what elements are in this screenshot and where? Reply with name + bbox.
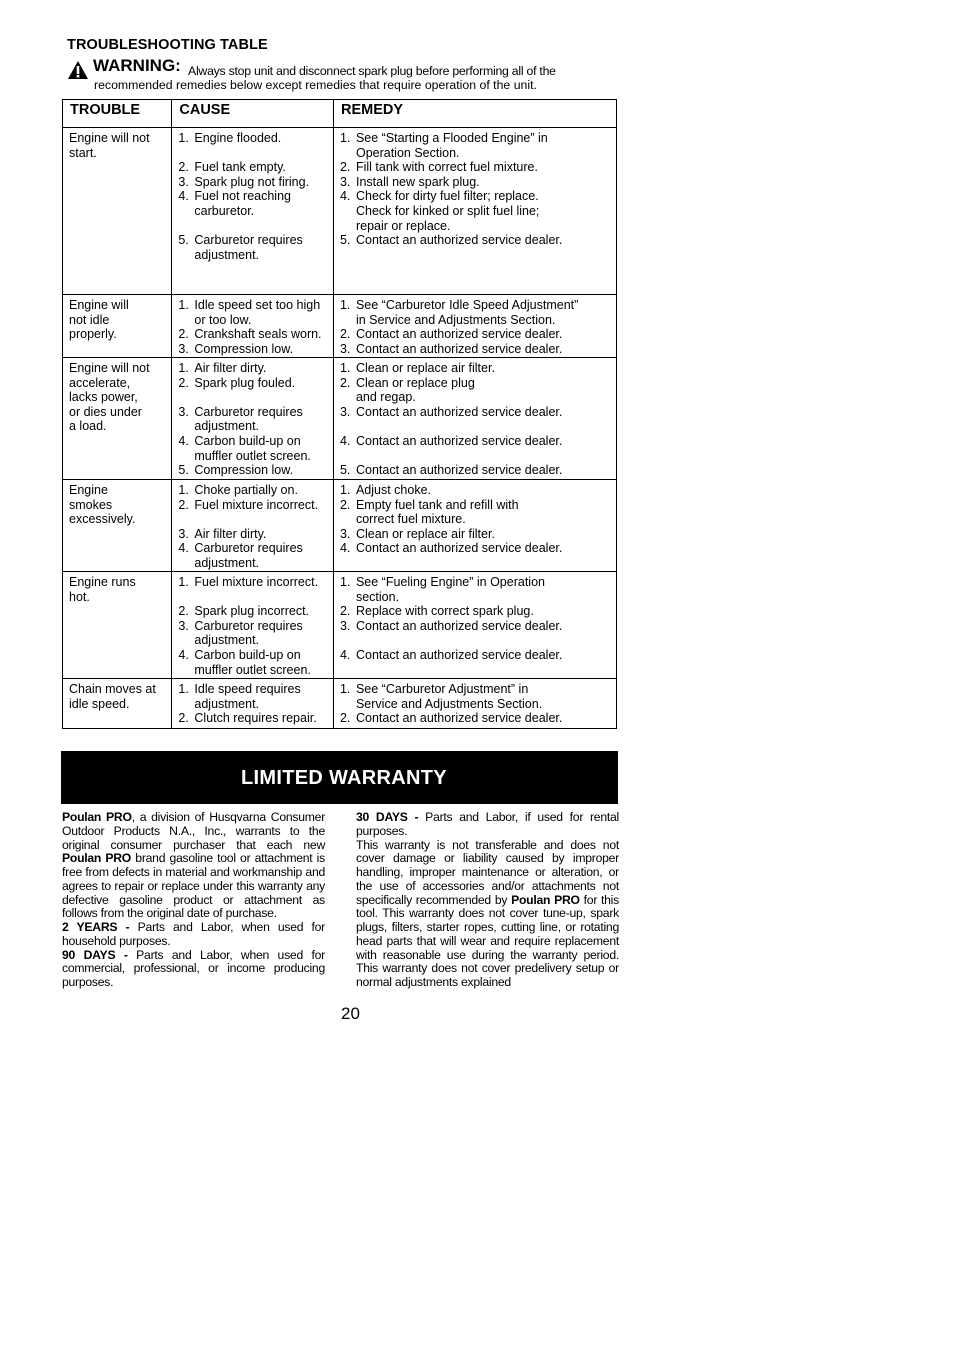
- remedy-item: [340, 175, 612, 190]
- remedy-cell: [333, 572, 616, 679]
- warning-label: WARNING:: [93, 56, 181, 75]
- cause-item: [178, 327, 329, 342]
- cause-item-text: [194, 131, 329, 146]
- warranty-bold-text: 90 DAYS -: [62, 947, 128, 962]
- cause-item-line: Carburetor requires: [194, 233, 303, 248]
- list-spacer: [178, 390, 329, 405]
- cause-item-text: [194, 604, 329, 619]
- remedy-item-line: repair or replace.: [355, 218, 451, 233]
- troubleshooting-table: [62, 99, 617, 729]
- cause-item-line: Carburetor requires: [194, 404, 303, 419]
- cause-item-text: [194, 361, 329, 376]
- trouble-cell: [63, 358, 172, 480]
- remedy-item-text: [356, 483, 612, 498]
- cause-item-number: 1.: [178, 361, 189, 375]
- remedy-item-text: [356, 298, 612, 327]
- warranty-banner: [61, 751, 618, 804]
- cause-item-line: adjustment.: [194, 419, 260, 434]
- warranty-paragraph: [356, 839, 619, 990]
- remedy-item-number: 5.: [339, 233, 351, 248]
- trouble-line: Engine runs: [69, 575, 136, 589]
- cause-item-text: [194, 327, 329, 342]
- warning-triangle-icon: [67, 60, 89, 80]
- trouble-line: Chain moves at: [69, 682, 156, 696]
- cause-item-line: Carburetor requires: [194, 541, 303, 556]
- cause-item-number: 1.: [178, 575, 189, 589]
- cause-item: [178, 604, 329, 619]
- remedy-item-number: 3.: [339, 526, 351, 541]
- warranty-column-right: [356, 811, 619, 990]
- cause-item: [178, 160, 329, 175]
- cause-item-text: [194, 189, 329, 218]
- remedy-item-text: [356, 527, 612, 542]
- remedy-item-number: 1.: [339, 483, 351, 497]
- table-row: [63, 679, 617, 729]
- cause-item-number: 1.: [178, 298, 189, 312]
- remedy-item-number: 1.: [339, 575, 351, 589]
- warranty-text: Parts and Labor, when used for commercial, professional, or income producing purposes.: [62, 947, 325, 989]
- remedy-item: [340, 648, 612, 663]
- warranty-paragraph: [62, 921, 325, 949]
- cause-item-line: Compression low.: [194, 341, 294, 356]
- cause-item: [178, 483, 329, 498]
- trouble-cell: [63, 128, 172, 295]
- remedy-item-text: [356, 434, 612, 449]
- remedy-item-text: [356, 361, 612, 376]
- cause-item: [178, 342, 329, 357]
- cause-item-line: Carbon build-up on: [194, 433, 301, 448]
- remedy-item-line: See “Fueling Engine” in Operation: [355, 575, 545, 589]
- list-spacer: [178, 512, 329, 527]
- remedy-item-text: [356, 160, 612, 175]
- cause-item: [178, 619, 329, 648]
- trouble-line: accelerate,: [69, 375, 131, 390]
- cause-item-number: 2.: [178, 327, 189, 342]
- cause-item-number: 1.: [178, 131, 189, 145]
- trouble-line: smokes: [69, 497, 113, 512]
- trouble-line: Engine will not: [69, 361, 150, 375]
- cause-item-number: 5.: [178, 463, 189, 478]
- remedy-item-line: Install new spark plug.: [355, 174, 480, 189]
- remedy-item-line: Service and Adjustments Section.: [355, 696, 543, 711]
- cause-item-line: Engine flooded.: [194, 131, 282, 145]
- cause-item-line: adjustment.: [194, 696, 260, 711]
- remedy-item-line: Contact an authorized service dealer.: [355, 341, 563, 356]
- warning-text-line2: recommended remedies below except remedies that require operation of the unit.: [94, 78, 537, 92]
- remedy-item-line: Contact an authorized service dealer.: [355, 233, 563, 248]
- cause-item: [178, 131, 329, 146]
- remedy-item: [340, 131, 612, 160]
- warranty-bold-text: Poulan PRO: [511, 892, 580, 907]
- remedy-item-number: 2.: [339, 604, 351, 619]
- cause-item-text: [194, 298, 329, 327]
- cause-item-text: [194, 682, 329, 711]
- cause-item-line: Choke partially on.: [194, 483, 298, 497]
- remedy-item-number: 2.: [339, 327, 351, 342]
- cause-cell: [172, 128, 334, 295]
- cause-item-line: Carbon build-up on: [194, 647, 301, 662]
- trouble-line: a load.: [69, 419, 107, 434]
- cause-item: [178, 711, 329, 726]
- table-row: [63, 572, 617, 679]
- cause-item-line: Idle speed set too high: [194, 298, 321, 312]
- remedy-item-text: [356, 619, 612, 634]
- trouble-line: not idle: [69, 312, 110, 327]
- remedy-item-line: Contact an authorized service dealer.: [355, 404, 563, 419]
- cause-item-text: [194, 434, 329, 463]
- remedy-cell: [333, 480, 616, 572]
- cause-item: [178, 405, 329, 434]
- remedy-item-number: 1.: [339, 298, 351, 312]
- cause-item-line: Crankshaft seals worn.: [194, 327, 322, 342]
- remedy-cell: [333, 358, 616, 480]
- remedy-item-line: Clean or replace air filter.: [355, 361, 495, 375]
- cause-item: [178, 682, 329, 711]
- remedy-cell: [333, 295, 616, 358]
- cause-item-line: Clutch requires repair.: [194, 711, 317, 726]
- cause-item-text: [194, 233, 329, 262]
- remedy-item: [340, 483, 612, 498]
- warranty-text: for this tool. This warranty does not cover tune-up, spark plugs, filters, starter ropes, cutting line, or rotating head parts that will wear and require replacement with reasonable use during the warranty period. This warranty does not cover predelivery setup or normal adjustments explained: [356, 892, 619, 989]
- cause-item-line: Air filter dirty.: [194, 526, 267, 541]
- remedy-item-text: [356, 575, 612, 604]
- remedy-item-number: 1.: [339, 361, 351, 375]
- warranty-text: , a division of Husqvarna Consumer Outdoor Products N.A., Inc., warrants to the original consumer purchaser that each new: [62, 810, 325, 852]
- cause-item: [178, 361, 329, 376]
- cause-item: [178, 233, 329, 262]
- header-trouble: TROUBLE: [63, 100, 172, 128]
- remedy-item-text: [356, 682, 612, 711]
- remedy-item-text: [356, 342, 612, 357]
- cause-item-line: adjustment.: [194, 555, 260, 570]
- cause-item-number: 2.: [178, 604, 189, 619]
- cause-cell: [172, 480, 334, 572]
- remedy-item-line: Empty fuel tank and refill with: [355, 497, 519, 512]
- cause-item-text: [194, 342, 329, 357]
- remedy-item-text: [356, 376, 612, 405]
- trouble-line: lacks power,: [69, 390, 138, 405]
- remedy-item-number: 4.: [339, 541, 351, 556]
- remedy-item-line: Clean or replace air filter.: [355, 526, 495, 541]
- remedy-item: [340, 434, 612, 449]
- remedy-item: [340, 682, 612, 711]
- cause-item-text: [194, 575, 329, 590]
- trouble-cell: [63, 679, 172, 729]
- warranty-bold-text: 30 DAYS -: [356, 810, 419, 824]
- remedy-item-number: 1.: [339, 682, 351, 696]
- trouble-line: Engine will: [69, 298, 129, 312]
- cause-item: [178, 434, 329, 463]
- cause-item-number: 3.: [178, 526, 189, 541]
- trouble-cell: [63, 295, 172, 358]
- list-spacer: [178, 590, 329, 605]
- remedy-item-text: [356, 648, 612, 663]
- remedy-item: [340, 233, 612, 248]
- cause-item-text: [194, 619, 329, 648]
- remedy-item-line: and regap.: [355, 390, 416, 405]
- remedy-cell: [333, 679, 616, 729]
- list-spacer: [178, 219, 329, 234]
- cause-item: [178, 189, 329, 218]
- trouble-line: or dies under: [69, 404, 142, 419]
- warranty-bold-text: Poulan PRO: [62, 810, 132, 824]
- remedy-cell: [333, 128, 616, 295]
- remedy-item-line: Check for kinked or split fuel line;: [355, 203, 540, 218]
- cause-item-line: Fuel not reaching: [194, 189, 291, 204]
- remedy-item-text: [356, 233, 612, 248]
- cause-item-line: Fuel tank empty.: [194, 160, 286, 175]
- warranty-column-left: [62, 811, 325, 990]
- remedy-item-text: [356, 327, 612, 342]
- cause-item-number: 3.: [178, 618, 189, 633]
- cause-item: [178, 463, 329, 478]
- remedy-item: [340, 527, 612, 542]
- list-spacer: [340, 633, 612, 648]
- remedy-item-number: 2.: [339, 711, 351, 726]
- cause-item-line: Spark plug fouled.: [194, 375, 296, 390]
- remedy-item: [340, 463, 612, 478]
- list-spacer: [178, 146, 329, 161]
- remedy-item-line: Contact an authorized service dealer.: [355, 433, 563, 448]
- cause-item-line: Compression low.: [194, 463, 294, 478]
- warranty-bold-text: 2 YEARS -: [62, 920, 130, 934]
- warranty-paragraph: [62, 811, 325, 921]
- header-remedy: REMEDY: [333, 100, 616, 128]
- cause-item: [178, 298, 329, 327]
- trouble-line: properly.: [69, 327, 117, 342]
- cause-item: [178, 648, 329, 677]
- cause-item-number: 2.: [178, 375, 189, 390]
- remedy-item-number: 1.: [339, 131, 351, 145]
- remedy-item-number: 2.: [339, 160, 351, 175]
- trouble-line: idle speed.: [69, 696, 130, 711]
- warranty-text: brand gasoline tool or attachment is free from defects in material and workmanship and agrees to repair or replace under this warranty any defective gasoline product or attachment as follows from the original date of purchase.: [62, 851, 325, 921]
- cause-cell: [172, 572, 334, 679]
- remedy-item-number: 2.: [339, 375, 351, 390]
- cause-cell: [172, 295, 334, 358]
- remedy-item-text: [356, 131, 612, 160]
- remedy-item-number: 5.: [339, 463, 351, 478]
- cause-item-number: 1.: [178, 483, 189, 497]
- remedy-item: [340, 189, 612, 233]
- cause-item-number: 4.: [178, 647, 189, 662]
- cause-item-text: [194, 648, 329, 677]
- remedy-item-line: Contact an authorized service dealer.: [355, 711, 563, 726]
- cause-item-number: 3.: [178, 404, 189, 419]
- cause-item-line: or too low.: [194, 312, 252, 327]
- trouble-line: start.: [69, 145, 97, 160]
- cause-item-number: 5.: [178, 233, 189, 248]
- warranty-title: LIMITED WARRANTY: [241, 767, 447, 789]
- remedy-item: [340, 376, 612, 405]
- warranty-text: Parts and Labor, if used for rental purposes.: [356, 810, 619, 838]
- page-title: TROUBLESHOOTING TABLE: [67, 37, 268, 53]
- remedy-item-line: Contact an authorized service dealer.: [355, 463, 563, 478]
- remedy-item: [340, 405, 612, 420]
- remedy-item: [340, 604, 612, 619]
- cause-item-line: carburetor.: [194, 203, 255, 218]
- warranty-paragraph: [356, 811, 619, 839]
- remedy-item-number: 3.: [339, 618, 351, 633]
- table-row: [63, 128, 617, 295]
- remedy-item-line: Contact an authorized service dealer.: [355, 647, 563, 662]
- cause-item-line: Fuel mixture incorrect.: [194, 575, 319, 589]
- list-spacer: [340, 449, 612, 464]
- remedy-item-number: 2.: [339, 497, 351, 512]
- cause-item-text: [194, 405, 329, 434]
- cause-item-text: [194, 527, 329, 542]
- cause-item-text: [194, 376, 329, 391]
- cause-item: [178, 527, 329, 542]
- cause-item-text: [194, 711, 329, 726]
- remedy-item: [340, 298, 612, 327]
- table-row: [63, 358, 617, 480]
- remedy-item: [340, 711, 612, 726]
- remedy-item-number: 4.: [339, 189, 351, 204]
- cause-item: [178, 175, 329, 190]
- remedy-item-text: [356, 498, 612, 527]
- remedy-item-text: [356, 189, 612, 233]
- trouble-line: excessively.: [69, 512, 136, 527]
- cause-item-number: 3.: [178, 341, 189, 356]
- remedy-item-number: 4.: [339, 433, 351, 448]
- remedy-item-line: Check for dirty fuel filter; replace.: [355, 189, 539, 204]
- warranty-paragraph: [62, 949, 325, 990]
- cause-item-line: Spark plug incorrect.: [194, 604, 310, 619]
- cause-item-text: [194, 483, 329, 498]
- cause-item-line: Air filter dirty.: [194, 361, 267, 375]
- remedy-item: [340, 619, 612, 634]
- remedy-item-number: 3.: [339, 404, 351, 419]
- remedy-item: [340, 575, 612, 604]
- table-row: [63, 295, 617, 358]
- cause-cell: [172, 358, 334, 480]
- remedy-item: [340, 541, 612, 556]
- cause-item-number: 4.: [178, 433, 189, 448]
- remedy-item: [340, 498, 612, 527]
- cause-item-line: adjustment.: [194, 633, 260, 648]
- remedy-item-line: See “Carburetor Idle Speed Adjustment”: [355, 298, 579, 312]
- trouble-line: Engine: [69, 483, 108, 497]
- cause-item: [178, 541, 329, 570]
- cause-item-number: 2.: [178, 497, 189, 512]
- list-spacer: [340, 419, 612, 434]
- remedy-item: [340, 342, 612, 357]
- cause-item-text: [194, 541, 329, 570]
- cause-item-text: [194, 160, 329, 175]
- trouble-line: hot.: [69, 589, 90, 604]
- remedy-item-line: in Service and Adjustments Section.: [355, 312, 556, 327]
- cause-cell: [172, 679, 334, 729]
- remedy-item-line: Operation Section.: [355, 145, 460, 160]
- remedy-item-line: correct fuel mixture.: [355, 512, 466, 527]
- cause-item-line: Fuel mixture incorrect.: [194, 497, 319, 512]
- remedy-item-line: section.: [355, 589, 400, 604]
- remedy-item-text: [356, 541, 612, 556]
- remedy-item-line: Fill tank with correct fuel mixture.: [355, 160, 538, 175]
- remedy-item-text: [356, 604, 612, 619]
- cause-item-text: [194, 175, 329, 190]
- remedy-item-number: 3.: [339, 174, 351, 189]
- header-cause: CAUSE: [172, 100, 334, 128]
- remedy-item: [340, 327, 612, 342]
- trouble-cell: [63, 572, 172, 679]
- table-header-row: [63, 100, 617, 128]
- remedy-item-text: [356, 175, 612, 190]
- cause-item-line: adjustment.: [194, 247, 260, 262]
- cause-item-number: 2.: [178, 711, 189, 726]
- remedy-item-text: [356, 405, 612, 420]
- cause-item-text: [194, 463, 329, 478]
- remedy-item-number: 3.: [339, 341, 351, 356]
- remedy-item-line: See “Carburetor Adjustment” in: [355, 682, 529, 696]
- remedy-item-line: Replace with correct spark plug.: [355, 604, 534, 619]
- remedy-item-line: Clean or replace plug: [355, 375, 475, 390]
- cause-item-line: Spark plug not firing.: [194, 174, 310, 189]
- remedy-item-text: [356, 711, 612, 726]
- cause-item-number: 3.: [178, 174, 189, 189]
- cause-item: [178, 498, 329, 513]
- remedy-item-line: Contact an authorized service dealer.: [355, 541, 563, 556]
- remedy-item-line: Contact an authorized service dealer.: [355, 618, 563, 633]
- cause-item-line: Idle speed requires: [194, 682, 301, 696]
- cause-item-line: muffler outlet screen.: [194, 662, 311, 677]
- warranty-text: This warranty is not transferable and does not cover damage or liability caused by improper handling, improper maintenance or alteration, or the use of accessories and/or attachments not specifically recommended by: [356, 837, 619, 907]
- page-number: 20: [341, 1004, 360, 1023]
- cause-item-line: muffler outlet screen.: [194, 448, 311, 463]
- cause-item-text: [194, 498, 329, 513]
- cause-item: [178, 376, 329, 391]
- remedy-item: [340, 160, 612, 175]
- remedy-item-line: Contact an authorized service dealer.: [355, 327, 563, 342]
- cause-item: [178, 575, 329, 590]
- cause-item-number: 1.: [178, 682, 189, 696]
- remedy-item-number: 4.: [339, 647, 351, 662]
- warning-text-line1: Always stop unit and disconnect spark plug before performing all of the: [188, 64, 556, 78]
- trouble-line: Engine will not: [69, 131, 150, 145]
- table-row: [63, 480, 617, 572]
- remedy-item-text: [356, 463, 612, 478]
- remedy-item: [340, 361, 612, 376]
- remedy-item-line: See “Starting a Flooded Engine” in: [355, 131, 548, 145]
- cause-item-number: 2.: [178, 160, 189, 175]
- warranty-text: Parts and Labor, when used for household purposes.: [62, 920, 325, 948]
- cause-item-number: 4.: [178, 541, 189, 556]
- cause-item-line: Carburetor requires: [194, 618, 303, 633]
- remedy-item-line: Adjust choke.: [355, 483, 432, 497]
- warranty-bold-text: Poulan PRO: [62, 851, 132, 866]
- trouble-cell: [63, 480, 172, 572]
- cause-item-number: 4.: [178, 189, 189, 204]
